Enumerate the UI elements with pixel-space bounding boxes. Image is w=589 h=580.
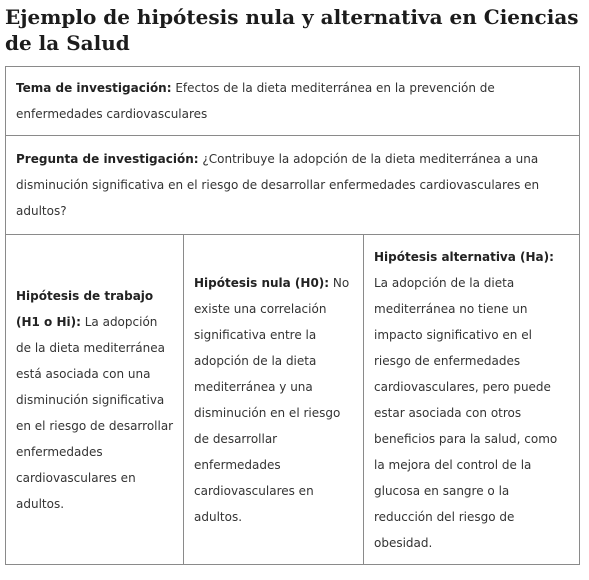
question-row	[6, 136, 579, 235]
hypotheses-row	[6, 235, 579, 564]
question-cell	[16, 146, 569, 224]
question-label: Pregunta de investigación:	[16, 152, 199, 166]
topic-label: Tema de investigación:	[16, 81, 172, 95]
topic-text: Efectos de la dieta mediterránea en la prevención de enfermedades cardiovasculares	[16, 81, 495, 121]
alternative-hypothesis-cell	[364, 235, 579, 564]
working-hypothesis-text: La adopción de la dieta mediterránea está asociada con una disminución significativa en el riesgo de desarrollar enfermedades cardiovasculares en adultos.	[16, 314, 174, 511]
hypothesis-table	[5, 66, 580, 565]
question-text: ¿Contribuye la adopción de la dieta mediterránea a una disminución significativa en el riesgo de desarrollar enfermedades cardiovasculares en adultos?	[16, 152, 540, 218]
page-title: Ejemplo de hipótesis nula y alternativa en Ciencias de la Salud	[5, 5, 579, 55]
null-hypothesis-cell	[184, 235, 364, 564]
alternative-hypothesis-label: Hipótesis alternativa (Ha):	[374, 249, 554, 264]
null-hypothesis-label: Hipótesis nula (H0):	[194, 275, 330, 290]
topic-row	[6, 67, 579, 136]
topic-cell	[16, 75, 569, 127]
alternative-hypothesis-text: La adopción de la dieta mediterránea no tiene un impacto significativo en el riesgo de enfermedades cardiovasculares, pero puede estar asociada con otros beneficios para la salud, como la mejora del control de la glucosa en sangre o la reducción del riesgo de obesidad.	[374, 275, 558, 550]
working-hypothesis-label: Hipótesis de trabajo (H1 o Hi):	[16, 288, 154, 329]
working-hypothesis-cell	[6, 235, 184, 564]
null-hypothesis-text: No existe una correlación significativa entre la adopción de la dieta mediterránea y una disminución en el riesgo de desarrollar enfermedades cardiovasculares en adultos.	[194, 275, 350, 524]
